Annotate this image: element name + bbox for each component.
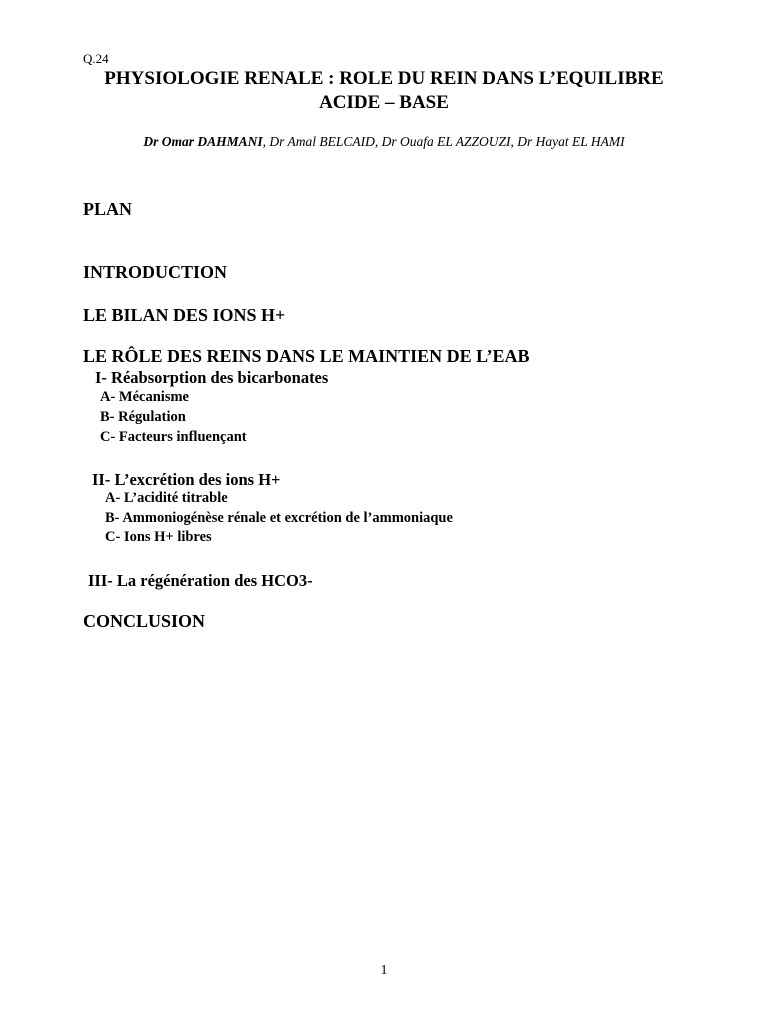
plan-heading: PLAN: [83, 199, 132, 219]
introduction-heading: INTRODUCTION: [83, 262, 228, 282]
bilan-heading: LE BILAN DES IONS H+: [83, 305, 286, 325]
lead-author: Dr Omar DAHMANI: [143, 134, 263, 149]
authors-line: [0, 134, 768, 150]
question-reference: Q.24: [83, 51, 109, 66]
page-number: 1: [380, 963, 388, 978]
co-authors: , Dr Amal BELCAID, Dr Ouafa EL AZZOUZI, Dr Hayat EL HAMI: [262, 134, 625, 149]
section-1-item-b: B- Régulation: [100, 409, 186, 425]
conclusion-heading: CONCLUSION: [83, 611, 206, 631]
section-1-item-a: A- Mécanisme: [100, 389, 189, 405]
document-title-line-1: PHYSIOLOGIE RENALE : ROLE DU REIN DANS L’EQUILIBRE: [104, 68, 664, 89]
section-1-title: I- Réabsorption des bicarbonates: [95, 368, 329, 387]
section-1-item-c: C- Facteurs influençant: [100, 429, 247, 445]
document-title-line-2: ACIDE – BASE: [319, 92, 449, 113]
section-2-item-b: B- Ammoniogénèse rénale et excrétion de l’ammoniaque: [105, 510, 453, 526]
role-reins-heading: LE RÔLE DES REINS DANS LE MAINTIEN DE L’EAB: [83, 346, 530, 366]
section-2-title: II- L’excrétion des ions H+: [92, 470, 281, 489]
section-2-item-a: A- L’acidité titrable: [105, 490, 228, 506]
section-3-title: III- La régénération des HCO3-: [88, 571, 313, 590]
section-2-item-c: C- Ions H+ libres: [105, 529, 212, 545]
